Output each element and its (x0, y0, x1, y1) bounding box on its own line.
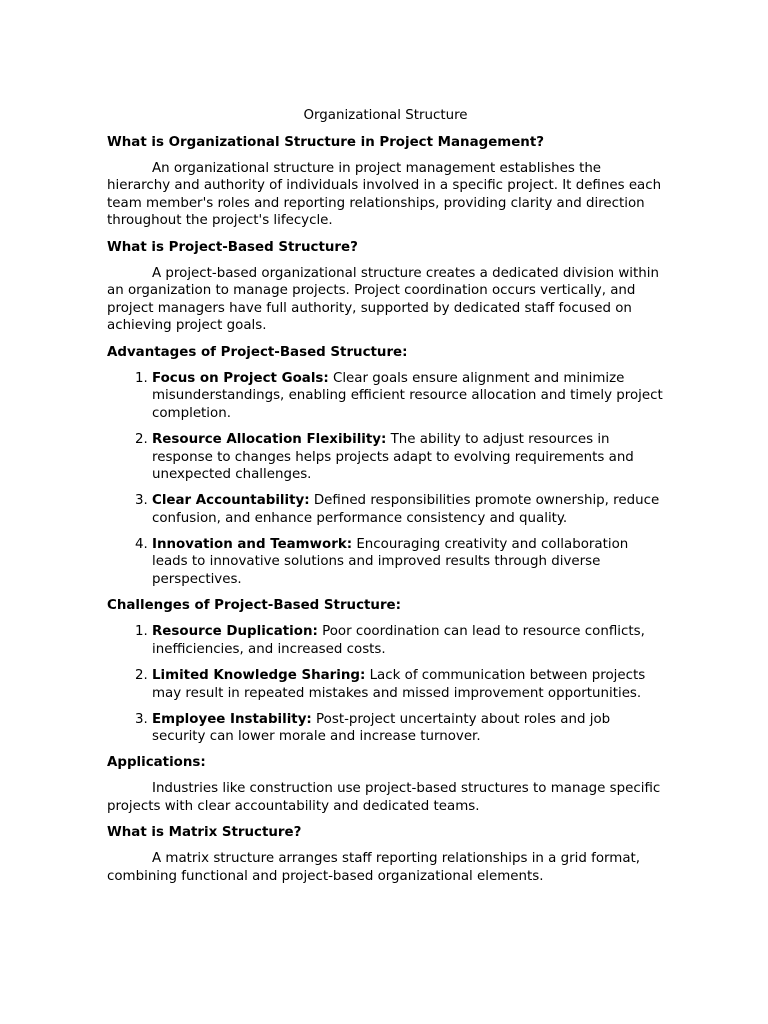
list-item-term: Clear Accountability: (152, 493, 310, 509)
list-item (152, 623, 664, 658)
advantages-list (107, 370, 664, 589)
section-paragraph-matrix: A matrix structure arranges staff reporting relationships in a grid format, combining functional and project-based organizational elements. (107, 851, 641, 884)
list-item (152, 431, 664, 484)
list-item-text: Encouraging creativity and collaboration leads to innovative solutions and improved results through diverse perspectives. (152, 536, 629, 588)
section-heading-applications: Applications: (107, 755, 206, 771)
section-heading-advantages: Advantages of Project-Based Structure: (107, 344, 408, 360)
list-item-term: Innovation and Teamwork: (152, 536, 353, 552)
list-item-term: Focus on Project Goals: (152, 370, 329, 386)
section-heading-challenges: Challenges of Project-Based Structure: (107, 598, 401, 614)
list-item-term: Limited Knowledge Sharing: (152, 667, 366, 683)
list-item (152, 492, 664, 527)
section-paragraph-applications: Industries like construction use project-based structures to manage specific projects with clear accountability and dedicated teams. (107, 781, 661, 814)
section-heading-org-structure: What is Organizational Structure in Project Management? (107, 134, 545, 150)
list-item-term: Resource Allocation Flexibility: (152, 431, 387, 447)
section-heading-matrix: What is Matrix Structure? (107, 825, 302, 841)
list-item (152, 667, 664, 702)
list-item (152, 370, 664, 423)
list-item-text: Clear goals ensure alignment and minimize misunderstandings, enabling efficient resource allocation and timely project completion. (152, 370, 663, 421)
list-item (152, 711, 664, 746)
list-item (152, 536, 664, 589)
list-item-term: Resource Duplication: (152, 624, 318, 640)
section-heading-project-based: What is Project-Based Structure? (107, 239, 358, 255)
challenges-list (107, 623, 664, 746)
section-paragraph-org-structure: An organizational structure in project management establishes the hierarchy and authority of individuals involved in a specific project. It defines each team member's roles and reporting relationships, providing clarity and direction throughout the project's lifecycle. (107, 160, 662, 229)
list-item-text: Lack of communication between projects may result in repeated mistakes and missed improvement opportunities. (152, 667, 646, 701)
section-paragraph-project-based: A project-based organizational structure creates a dedicated division within an organization to manage projects. Project coordination occurs vertically, and project managers have full authority, supported by dedicated staff focused on achieving project goals. (107, 265, 659, 334)
list-item-text: The ability to adjust resources in response to changes helps projects adapt to evolving requirements and unexpected challenges. (152, 431, 634, 483)
document-title: Organizational Structure (303, 108, 468, 123)
list-item-text: Post-project uncertainty about roles and job security can lower morale and increase turnover. (152, 711, 611, 745)
list-item-term: Employee Instability: (152, 711, 312, 727)
list-item-text: Poor coordination can lead to resource conflicts, inefficiencies, and increased costs. (152, 624, 645, 657)
list-item-text: Defined responsibilities promote ownership, reduce confusion, and enhance performance consistency and quality. (152, 493, 660, 526)
